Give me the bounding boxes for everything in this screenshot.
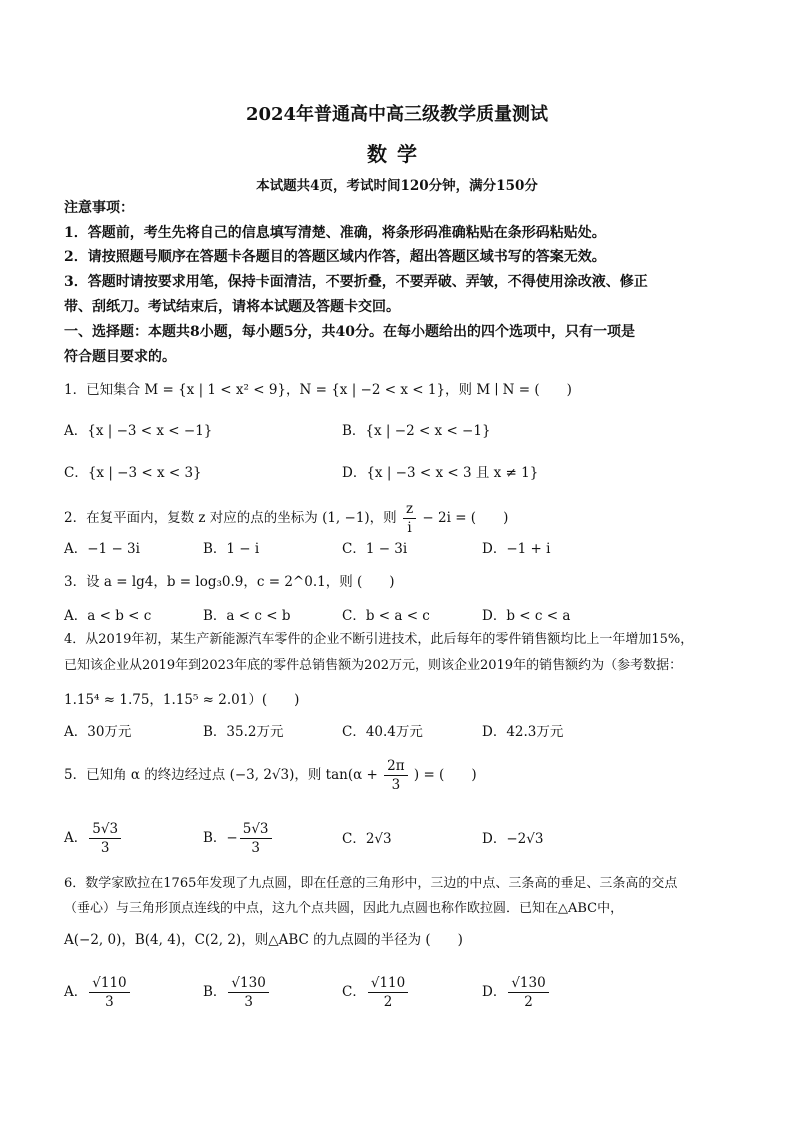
q4-line-2: 已知该企业从2019年到2023年底的零件总销售额为202万元，则该企业2019年的销售额约为（参考数据： bbox=[64, 658, 683, 673]
q2-stem-b: − 2i = ( ) bbox=[422, 510, 509, 526]
q6-c-num: √110 bbox=[368, 974, 408, 993]
q6-a-num: √110 bbox=[89, 974, 129, 993]
q6-line-3: A(−2, 0)，B(4, 4)，C(2, 2)，则△ABC 的九点圆的半径为 ( ) bbox=[64, 932, 463, 948]
q1-stem: 1．已知集合 M = {x | 1 < x² < 9}，N = {x | −2 < x < 1}，则 M ∣ N = ( ) bbox=[64, 382, 572, 398]
section-heading-1: 一、选择题：本题共8小题，每小题5分，共40分。在每小题给出的四个选项中，只有一项是 bbox=[64, 324, 635, 340]
section-heading-2: 符合题目要求的。 bbox=[64, 349, 176, 365]
q3-option-b: B．a < c < b bbox=[203, 608, 291, 624]
q4-option-d: D．42.3万元 bbox=[482, 724, 564, 740]
subject-title: 数学 bbox=[367, 142, 427, 166]
q6-a-den: 3 bbox=[105, 994, 114, 1010]
q6-line-1: 6．数学家欧拉在1765年发现了九点圆，即在任意的三角形中，三边的中点、三条高的垂足、三条高的交点 bbox=[64, 876, 678, 891]
q6-option-c bbox=[342, 974, 410, 1011]
q5-a-num: 5√3 bbox=[89, 820, 121, 839]
q6-line-2: （垂心）与三角形顶点连线的中点，这九个点共圆，因此九点圆也称作欧拉圆．已知在△ABC中， bbox=[64, 901, 624, 916]
q2-option-b: B．1 − i bbox=[203, 541, 260, 557]
note-2: 2．请按照题号顺序在答题卡各题目的答题区域内作答，超出答题区域书写的答案无效。 bbox=[64, 249, 606, 265]
q6-b-den: 3 bbox=[244, 994, 253, 1010]
q5-option-d: D．−2√3 bbox=[482, 831, 544, 847]
q2-stem-a: 2．在复平面内，复数 z 对应的点的坐标为 (1, −1)，则 bbox=[64, 510, 397, 526]
q3-stem: 3．设 a = lg4，b = log₃0.9，c = 2^0.1，则 ( ) bbox=[64, 574, 395, 590]
exam-title: 2024年普通高中高三级教学质量测试 bbox=[245, 104, 549, 125]
q6-option-d bbox=[482, 974, 551, 1011]
q2-option-d: D．−1 + i bbox=[482, 541, 551, 557]
q6-a-label: A． bbox=[64, 984, 88, 1000]
q6-d-label: D． bbox=[482, 984, 507, 1000]
q5-option-c: C．2√3 bbox=[342, 831, 392, 847]
q6-c-label: C． bbox=[342, 984, 366, 1000]
q6-b-frac bbox=[228, 974, 268, 1011]
q6-a-frac bbox=[89, 974, 129, 1011]
q2-option-c: C．1 − 3i bbox=[342, 541, 408, 557]
q5-frac-den: 3 bbox=[391, 777, 401, 793]
q3-option-a: A．a < b < c bbox=[64, 608, 152, 624]
q6-b-label: B． bbox=[203, 984, 227, 1000]
q1-option-b: B．{x | −2 < x < −1} bbox=[342, 423, 491, 439]
q5-stem-a: 5．已知角 α 的终边经过点 (−3, 2√3)，则 tan(α + bbox=[64, 767, 378, 783]
q5-stem bbox=[64, 757, 744, 794]
q2-stem bbox=[64, 500, 744, 537]
q6-b-num: √130 bbox=[228, 974, 268, 993]
q5-b-label: B．− bbox=[203, 830, 238, 846]
q2-frac-num: z bbox=[403, 500, 416, 519]
q5-a-frac bbox=[89, 820, 121, 857]
q4-line-3: 1.15⁴ ≈ 1.75，1.15⁵ ≈ 2.01）( ) bbox=[64, 692, 300, 708]
q6-d-num: √130 bbox=[508, 974, 548, 993]
q4-line-1: 4．从2019年初，某生产新能源汽车零件的企业不断引进技术，此后每年的零件销售额均比上一年增加15%， bbox=[64, 632, 694, 647]
q4-option-c: C．40.4万元 bbox=[342, 724, 423, 740]
q1-option-c: C．{x | −3 < x < 3} bbox=[64, 465, 202, 481]
q2-fraction bbox=[403, 500, 416, 537]
q1-option-a: A．{x | −3 < x < −1} bbox=[64, 423, 213, 439]
q6-d-den: 2 bbox=[524, 994, 533, 1010]
q3-option-c: C．b < a < c bbox=[342, 608, 430, 624]
q3-option-d: D．b < c < a bbox=[482, 608, 571, 624]
q5-b-den: 3 bbox=[251, 840, 260, 856]
q4-option-b: B．35.2万元 bbox=[203, 724, 284, 740]
q5-b-frac bbox=[240, 820, 272, 857]
q6-option-b bbox=[203, 974, 271, 1011]
q4-option-a: A．30万元 bbox=[64, 724, 132, 740]
q5-stem-b: ) = ( ) bbox=[413, 767, 477, 783]
q6-c-frac bbox=[368, 974, 408, 1011]
q2-option-a: A．−1 − 3i bbox=[64, 541, 140, 557]
q1-option-d: D．{x | −3 < x < 3 且 x ≠ 1} bbox=[342, 465, 539, 481]
q5-frac-num: 2π bbox=[384, 757, 407, 776]
q2-frac-den: i bbox=[407, 520, 412, 536]
note-3b: 带、刮纸刀。考试结束后，请将本试题及答题卡交回。 bbox=[64, 299, 400, 315]
q5-option-b bbox=[203, 820, 274, 857]
q6-d-frac bbox=[508, 974, 548, 1011]
q6-c-den: 2 bbox=[383, 994, 393, 1010]
q6-option-a bbox=[64, 974, 132, 1011]
note-3a: 3．答题时请按要求用笔，保持卡面清洁，不要折叠，不要弄破、弄皱，不得使用涂改液、修正 bbox=[64, 274, 648, 290]
notes-heading: 注意事项： bbox=[64, 200, 134, 216]
q5-a-label: A． bbox=[64, 830, 88, 846]
exam-info: 本试题共4页，考试时间120分钟，满分150分 bbox=[256, 178, 538, 194]
q5-option-a bbox=[64, 820, 123, 857]
q5-a-den: 3 bbox=[100, 840, 110, 856]
q5-fraction bbox=[384, 757, 407, 794]
q5-b-num: 5√3 bbox=[240, 820, 272, 839]
note-1: 1．答题前，考生先将自己的信息填写清楚、准确，将条形码准确粘贴在条形码粘贴处。 bbox=[64, 225, 606, 241]
